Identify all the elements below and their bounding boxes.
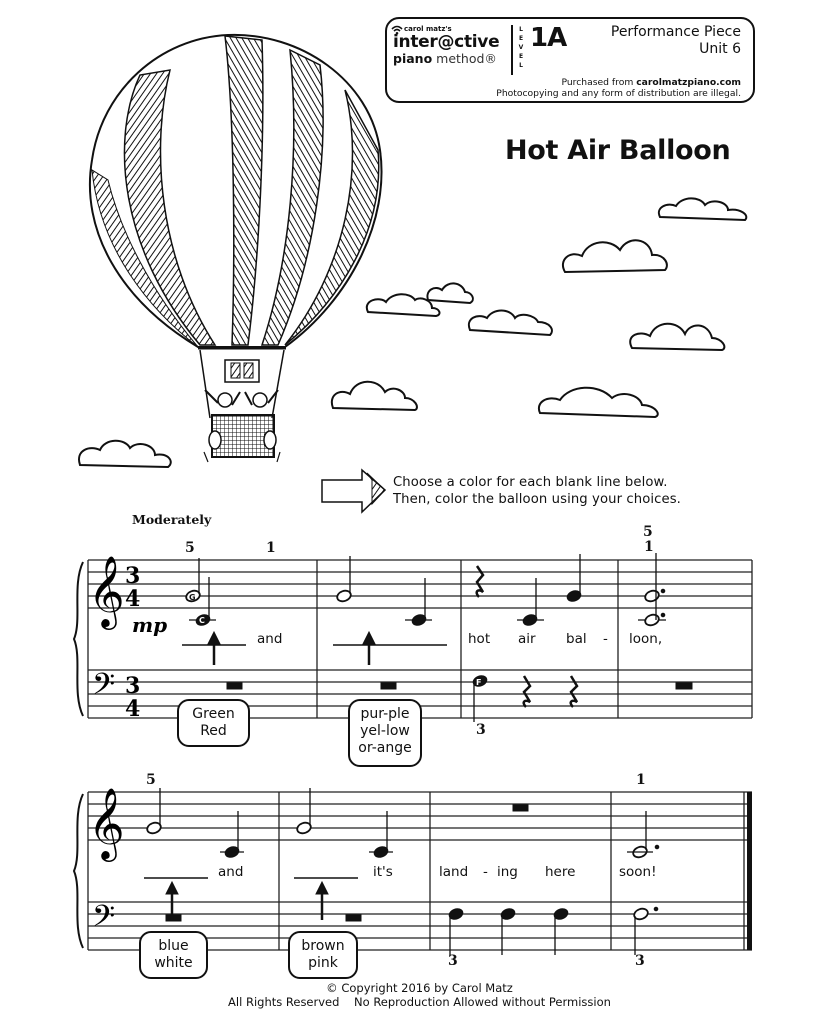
treble-clef-icon: 𝄞 xyxy=(88,786,125,859)
svg-text:3: 3 xyxy=(125,563,141,589)
level-letter: L xyxy=(519,26,523,33)
color-option: Green xyxy=(192,706,235,722)
instructions-text xyxy=(393,474,681,508)
fingering: 5 xyxy=(643,524,653,540)
color-option: or-ange xyxy=(358,740,412,756)
color-option: Red xyxy=(200,723,227,739)
fingering: 1 xyxy=(636,772,646,788)
brand-tagline: carol matz's xyxy=(404,25,452,33)
note-label-g: G xyxy=(189,593,196,602)
instruction-line-1: Choose a color for each blank line below. xyxy=(393,475,668,490)
brace-icon xyxy=(74,562,83,716)
lyric: bal xyxy=(566,631,587,647)
rights-notice: All Rights Reserved No Reproduction Allowed without Permission xyxy=(228,995,611,1009)
brace-icon xyxy=(74,794,83,948)
dynamic-mp: mp xyxy=(132,613,168,637)
level-letter: L xyxy=(519,62,523,69)
lyric: and xyxy=(257,631,283,647)
lyric: and xyxy=(218,864,244,880)
fingering: 3 xyxy=(635,953,645,969)
color-option: blue xyxy=(158,938,189,954)
brand-name: inter@ctive xyxy=(393,32,500,52)
fingering: 1 xyxy=(644,539,654,555)
level-letter: V xyxy=(518,44,524,51)
lyric: land xyxy=(439,864,469,880)
fingering: 3 xyxy=(476,722,486,738)
svg-text:C: C xyxy=(199,616,205,625)
tempo-marking: Moderately xyxy=(132,512,212,527)
color-option: pur-ple xyxy=(360,706,410,722)
lyric: ing xyxy=(497,864,518,880)
treble-clef-icon: 𝄞 xyxy=(88,554,125,627)
brand-sub-light: method® xyxy=(436,51,497,66)
lyric: hot xyxy=(468,631,491,647)
lyric: - xyxy=(483,864,488,880)
fingering: 5 xyxy=(185,540,195,556)
page-title: Hot Air Balloon xyxy=(505,135,731,166)
unit-label: Unit 6 xyxy=(699,41,741,57)
color-choice-box-4[interactable] xyxy=(288,931,358,979)
fingering: 1 xyxy=(266,540,276,556)
lyric: soon! xyxy=(619,864,657,880)
bass-clef-icon: 𝄢 xyxy=(92,668,116,709)
fingering: 5 xyxy=(146,772,156,788)
level-letter: E xyxy=(518,35,524,42)
svg-text:4: 4 xyxy=(125,586,141,612)
level-letter: E xyxy=(518,53,524,60)
lyric: it's xyxy=(373,864,393,880)
final-barline xyxy=(747,792,752,950)
lyric: air xyxy=(518,631,536,647)
color-option: white xyxy=(154,955,193,971)
purchase-site-link[interactable]: carolmatzpiano.com xyxy=(636,77,741,88)
color-option: yel-low xyxy=(360,723,410,739)
color-option: brown xyxy=(301,938,345,954)
lyric: - xyxy=(603,631,608,647)
fingering: 3 xyxy=(448,953,458,969)
lyric: here xyxy=(545,864,576,880)
bass-clef-icon: 𝄢 xyxy=(92,900,116,941)
time-signature xyxy=(125,563,140,722)
purchase-prefix: Purchased from xyxy=(561,77,637,88)
copyright: © Copyright 2016 by Carol Matz xyxy=(326,981,513,995)
instruction-line-2: Then, color the balloon using your choices. xyxy=(393,492,681,507)
color-choice-box-1[interactable] xyxy=(177,699,250,747)
note-label-f: F xyxy=(476,678,482,687)
color-option: pink xyxy=(308,955,338,971)
level-number: 1A xyxy=(530,23,567,53)
svg-text:4: 4 xyxy=(125,696,141,722)
lyric: loon, xyxy=(629,631,663,647)
footer xyxy=(0,981,839,1009)
legal-notice: Photocopying and any form of distribution are illegal. xyxy=(496,87,741,99)
piece-type: Performance Piece xyxy=(610,24,741,40)
color-choice-box-2[interactable] xyxy=(348,699,422,767)
svg-text:3: 3 xyxy=(125,673,141,699)
arrow-right-icon xyxy=(322,470,385,512)
color-choice-box-3[interactable] xyxy=(139,931,208,979)
brand-sub-bold: piano xyxy=(393,51,433,66)
